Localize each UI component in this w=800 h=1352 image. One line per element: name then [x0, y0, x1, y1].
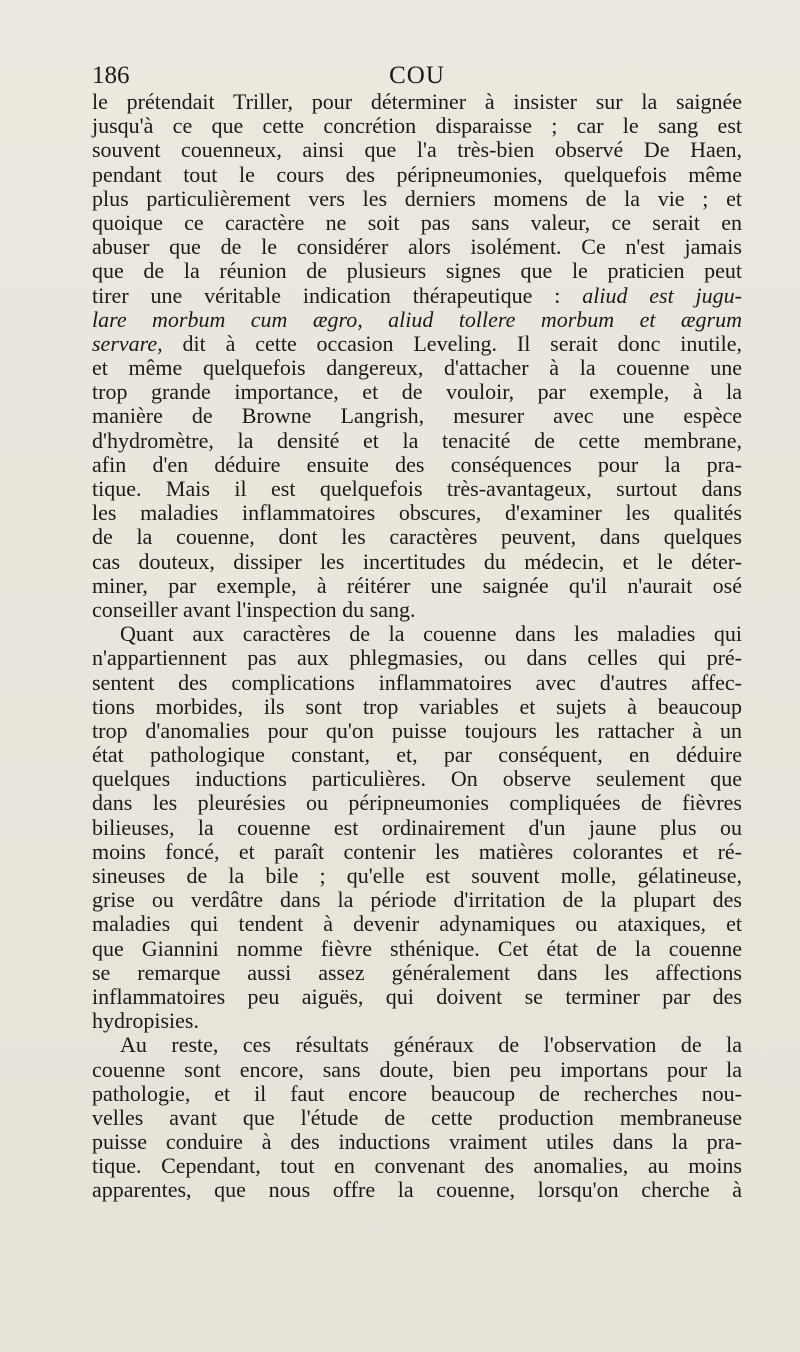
text-line: et même quelquefois dangereux, d'attacher à la couenne une: [92, 355, 742, 381]
text-line: velles avant que l'étude de cette production membraneuse: [92, 1104, 742, 1130]
text-line: abuser que de le considérer alors isolément. Ce n'est jamais: [92, 234, 742, 260]
text-segment: dit à cette occasion Leveling. Il serait donc inutile,: [182, 330, 742, 356]
text-line: de la couenne, dont les caractères peuvent, dans quelques: [92, 524, 742, 550]
text-line: tions morbides, ils sont trop variables et sujets à beaucoup: [92, 693, 742, 719]
paragraph-3: [92, 1033, 742, 1202]
text-line: quoique ce caractère ne soit pas sans valeur, ce serait en: [92, 209, 742, 235]
text-line: que Giannini nomme fièvre sthénique. Cet état de la couenne: [92, 935, 742, 961]
text-line: le prétendait Triller, pour déterminer à insister sur la saignée: [92, 89, 742, 114]
text-line: [92, 284, 742, 308]
text-line: pendant tout le cours des péripneumonies, quelquefois même: [92, 161, 742, 187]
running-head: COU: [389, 62, 445, 89]
text-segment: tirer une véritable indication thérapeutique :: [92, 282, 561, 308]
text-line: afin d'en déduire ensuite des conséquences pour la pra-: [92, 451, 742, 477]
text-line: pathologie, et il faut encore beaucoup de recherches nou-: [92, 1080, 742, 1106]
page-header: [92, 62, 742, 90]
text-line: moins foncé, et paraît contenir les matières colorantes et ré-: [92, 838, 742, 864]
text-line: hydropisies.: [92, 1008, 199, 1034]
text-line: trop grande importance, et de vouloir, par exemple, à la: [92, 379, 742, 405]
text-line: Au reste, ces résultats généraux de l'observation de la: [120, 1032, 742, 1058]
text-line: tique. Mais il est quelquefois très-avantageux, surtout dans: [92, 476, 742, 501]
text-line: plus particulièrement vers les derniers momens de la vie ; et: [92, 185, 742, 211]
text-line: d'hydromètre, la densité et la tenacité de cette membrane,: [92, 427, 742, 453]
page-number: 186: [92, 62, 130, 89]
text-line: Quant aux caractères de la couenne dans les maladies qui: [120, 621, 742, 647]
text-line: puisse conduire à des inductions vraiment utiles dans la pra-: [92, 1129, 742, 1155]
text-line: que de la réunion de plusieurs signes que le praticien peut: [92, 258, 742, 284]
text-line: jusqu'à ce que cette concrétion disparaisse ; car le sang est: [92, 113, 742, 139]
text-line: bilieuses, la couenne est ordinairement d'un jaune plus ou: [92, 814, 742, 840]
text-line: inflammatoires peu aiguës, qui doivent se terminer par des: [92, 983, 742, 1009]
text-line: maladies qui tendent à devenir adynamiques ou ataxiques, et: [92, 911, 742, 937]
latin-quote: aliud est jugu-: [582, 282, 742, 308]
text-line: couenne sont encore, sans doute, bien peu importans pour la: [92, 1056, 742, 1082]
text-line: apparentes, que nous offre la couenne, lorsqu'on cherche à: [92, 1177, 742, 1203]
text-line: manière de Browne Langrish, mesurer avec une espèce: [92, 403, 742, 429]
body-text: [92, 90, 742, 1203]
text-line: sentent des complications inflammatoires avec d'autres affec-: [92, 669, 742, 695]
text-line: quelques inductions particulières. On observe seulement que: [92, 766, 742, 792]
paragraph-2: [92, 622, 742, 1033]
text-line: conseiller avant l'inspection du sang.: [92, 596, 416, 622]
text-line: tique. Cependant, tout en convenant des anomalies, au moins: [92, 1153, 742, 1179]
text-line: grise ou verdâtre dans la période d'irritation de la plupart des: [92, 887, 742, 913]
paragraph-1: [92, 90, 742, 622]
text-line: état pathologique constant, et, par conséquent, en déduire: [92, 742, 742, 768]
text-line: trop d'anomalies pour qu'on puisse toujours les rattacher à un: [92, 717, 742, 743]
text-line: [92, 332, 742, 356]
text-line: n'appartiennent pas aux phlegmasies, ou dans celles qui pré-: [92, 645, 742, 671]
text-line: miner, par exemple, à réitérer une saignée qu'il n'aurait osé: [92, 572, 742, 598]
text-line: souvent couenneux, ainsi que l'a très-bien observé De Haen,: [92, 137, 742, 163]
text-line: se remarque aussi assez généralement dans les affections: [92, 959, 742, 985]
text-line: dans les pleurésies ou péripneumonies compliquées de fièvres: [92, 790, 742, 816]
text-line: les maladies inflammatoires obscures, d'examiner les qualités: [92, 500, 742, 526]
text-line: cas douteux, dissiper les incertitudes du médecin, et le déter-: [92, 548, 742, 574]
latin-quote: servare,: [92, 330, 163, 356]
text-line: sineuses de la bile ; qu'elle est souvent molle, gélatineuse,: [92, 863, 742, 888]
latin-quote-line: lare morbum cum ægro, aliud tollere morbum et ægrum: [92, 306, 742, 332]
